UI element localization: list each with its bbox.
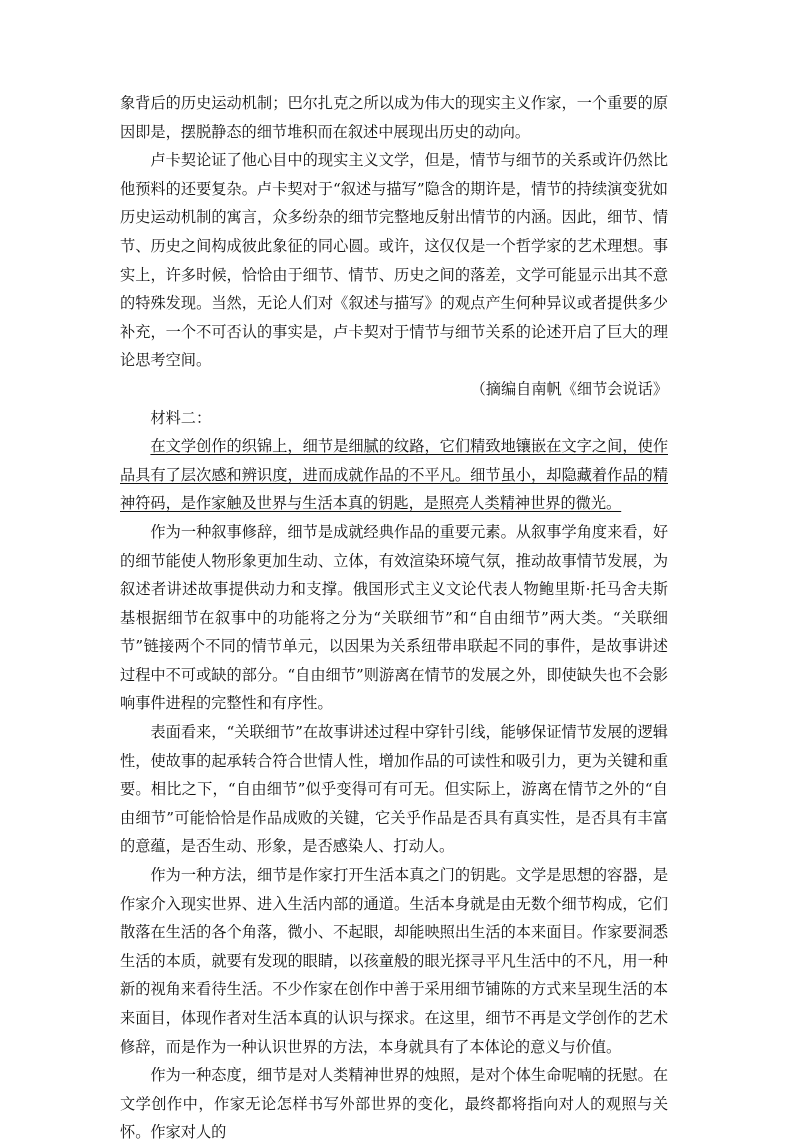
- paragraph-surface: 表面看来，“关联细节”在故事讲述过程中穿针引线，能够保证情节发展的逻辑性，使故事的起承转合符合世情人性，增加作品的可读性和吸引力，更为关键和重要。相比之下，“自由细节”似乎变得可有可无。但实际上，游离在情节之外的“自由细节”可能恰恰是作品成败的关键，它关乎作品是否具有真实性，是否具有丰富的意蕴，是否生动、形象，是否感染人、打动人。: [120, 723, 668, 856]
- paragraph-underlined: [120, 432, 668, 518]
- paragraph-narrative-rhetoric: 作为一种叙事修辞，细节是成就经典作品的重要元素。从叙事学角度来看，好的细节能使人物形象更加生动、立体，有效渲染环境气氛，推动故事情节发展，为叙述者讲述故事提供动力和支撑。俄国形式主义文论代表人物鲍里斯·托马舍夫斯基根据细节在叙事中的功能将之分为“关联细节”和“自由细节”两大类。“关联细节”链接两个不同的情节单元，以因果为关系纽带串联起不同的事件，是故事讲述过程中不可或缺的部分。“自由细节”则游离在情节的发展之外，即使缺失也不会影响事件进程的完整性和有序性。: [120, 522, 668, 713]
- underlined-text: 在文学创作的织锦上，细节是细腻的纹路，它们精致地镶嵌在文字之间，使作品具有了层次感和辨识度，进而成就作品的不平凡。细节虽小，却隐藏着作品的精神符码，是作家触及世界与生活本真的钥匙，是照亮人类精神世界的微光。: [120, 437, 668, 513]
- paragraph-continued: 象背后的历史运动机制；巴尔扎克之所以成为伟大的现实主义作家，一个重要的原因即是，摆脱静态的细节堆积而在叙述中展现出历史的动向。: [120, 94, 668, 141]
- material-two-label: 材料二：: [150, 408, 212, 427]
- source-citation: （摘编自南帆《细节会说话》: [470, 379, 668, 398]
- paragraph-attitude: 作为一种态度，细节是对人类精神世界的烛照，是对个体生命呢喃的抚慰。在文学创作中，作家无论怎样书写外部世界的变化，最终都将指向对人的观照与关怀。作家对人的: [120, 1066, 668, 1142]
- paragraph-method: 作为一种方法，细节是作家打开生活本真之门的钥匙。文学是思想的容器，是作家介入现实世界、进入生活内部的通道。生活本身就是由无数个细节构成，它们散落在生活的各个角落，微小、不起眼，却能映照出生活的本来面目。作家要洞悉生活的本质，就要有发现的眼睛，以孩童般的眼光探寻平凡生活中的不凡，用一种新的视角来看待生活。不少作家在创作中善于采用细节铺陈的方式来呈现生活的本来面目，体现作者对生活本真的认识与探求。在这里，细节不再是文学创作的艺术修辞，而是作为一种认识世界的方法，本身就具有了本体论的意义与价值。: [120, 866, 668, 1056]
- paragraph-lukacs: 卢卡契论证了他心目中的现实主义文学，但是，情节与细节的关系或许仍然比他预料的还要复杂。卢卡契对于“叙述与描写”隐含的期许是，情节的持续演变犹如历史运动机制的寓言，众多纷杂的细节完整地反射出情节的内涵。因此，细节、情节、历史之间构成彼此象征的同心圆。或许，这仅仅是一个哲学家的艺术理想。事实上，许多时候，恰恰由于细节、情节、历史之间的落差，文学可能显示出其不意的特殊发现。当然，无论人们对《叙述与描写》的观点产生何种异议或者提供多少补充，一个不可否认的事实是，卢卡契对于情节与细节关系的论述开启了巨大的理论思考空间。: [120, 151, 668, 370]
- document-page: [120, 89, 668, 1147]
